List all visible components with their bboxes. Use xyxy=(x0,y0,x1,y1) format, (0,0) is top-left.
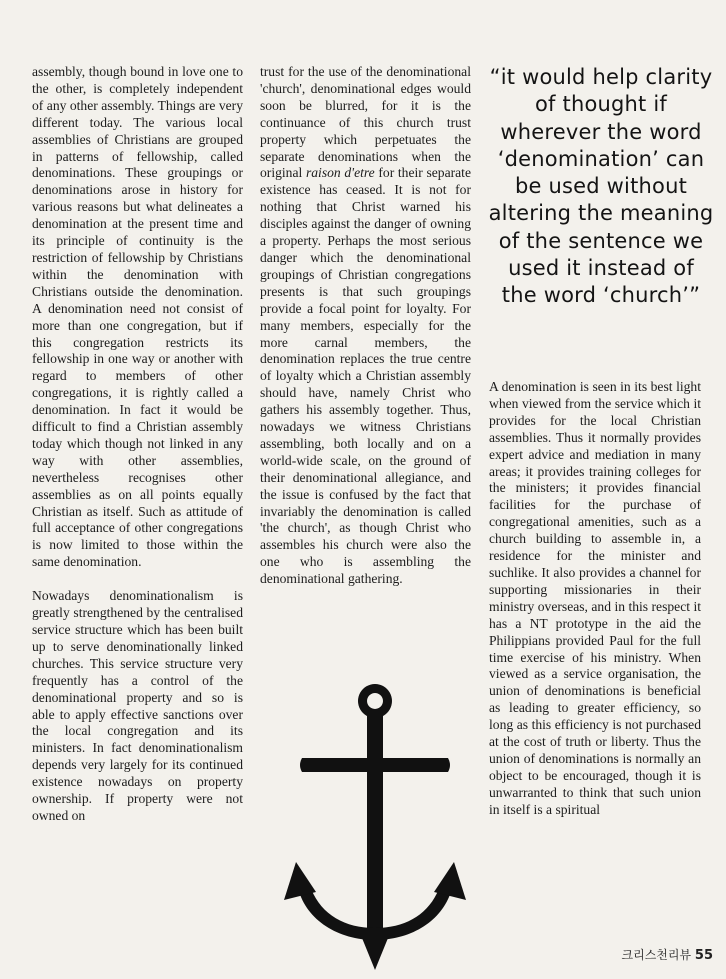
italic-phrase: raison d'etre xyxy=(305,165,375,181)
body-paragraph xyxy=(260,64,471,588)
anchor-icon xyxy=(280,682,470,972)
text-column-2 xyxy=(260,64,471,588)
body-paragraph: Nowadays denominationalism is greatly strengthened by the centralised service structure which has been built up to serve denominationally linked churches. This service structure very frequently has a control of the denominational property and so is able to apply effective sanctions over the local congregation and its ministers. In fact denominationalism depends very largely for its continued existence nowadays on property ownership. If property were not owned on xyxy=(32,588,243,823)
body-paragraph: A denomination is seen in its best light when viewed from the service which it provides for the local Christian assemblies. Thus it normally provides expert advice and mediation in many areas; it provides training colleges for the ministers; it provides financial facilities for the purchase of congregational amenities, such as a church building to assemble in, a residence for the minister and suchlike. It also provides a channel for supporting missionaries in their ministry overseas, and in this respect it has a NT prototype in the aid the Philippians provided Paul for the full time exercise of his ministry. When viewed as a service organisation, the union of denominations is beneficial as leading to greater efficiency, so long as this efficiency is not purchased at the cost of truth or liberty. Thus the union of denominations is normally an object to be encouraged, though it is unwarranted to think that such union in itself is a spiritual xyxy=(489,379,701,817)
text-column-3 xyxy=(489,379,701,819)
body-paragraph: assembly, though bound in love one to the other, is completely independent of any other assembly. Things are very different today. The various local assemblies of Christians are grouped in patterns of fellowship, called denominations. These groupings or denominations arose in history for various reasons but what delineates a denomination at the present time and its principle of continuity is the restriction of fellowship by Christians within the denomination with Christians outside the denomination. A denomination need not consist of more than one congregation, but if this congregation restricts its fellowship in one way or another with regard to members of other congregations, it is rightly called a denomination. In fact it would be difficult to find a Christian assembly today which though not linked in any way with other assemblies, nevertheless recognises other assemblies as on all points equally Christian as itself. Such as attitude of full acceptance of other congregations is now limited to those within the same denomination. xyxy=(32,64,243,570)
body-text: trust for the use of the denominational 'church', denominational edges would soon be blurred, for it is the continuance of this church trust property which perpetuates the separate denominations when the original xyxy=(260,64,471,181)
text-column-1 xyxy=(32,64,243,825)
magazine-name: 크리스천리뷰 xyxy=(621,948,692,962)
body-text: for their separate existence has ceased. It is not for nothing that Christ warned his disciples against the danger of owning a property. Perhaps the most serious danger which the denominational groupings of Christian congregations presents is that such groupings provide a focal point for loyalty. For many members, especially for the more carnal members, the denomination replaces the true centre of loyalty which a Christian assembly should have, namely Christ who gathers his assembly together. Thus, nowadays we witness Christians assembling, both locally and on a world-wide scale, on the ground of their denominational allegiance, and the issue is confused by the fact that invariably the denomination is called 'the church', as though Christ who assembles his church were also the one who is assembling the denominational gathering. xyxy=(260,165,471,587)
pull-quote: “it would help clarity of thought if wherever the word ‘denomination’ can be used without altering the meaning of the sentence we used it instead of the word ‘church’” xyxy=(488,65,714,308)
page-number: 55 xyxy=(694,948,713,963)
page-footer xyxy=(622,946,713,963)
